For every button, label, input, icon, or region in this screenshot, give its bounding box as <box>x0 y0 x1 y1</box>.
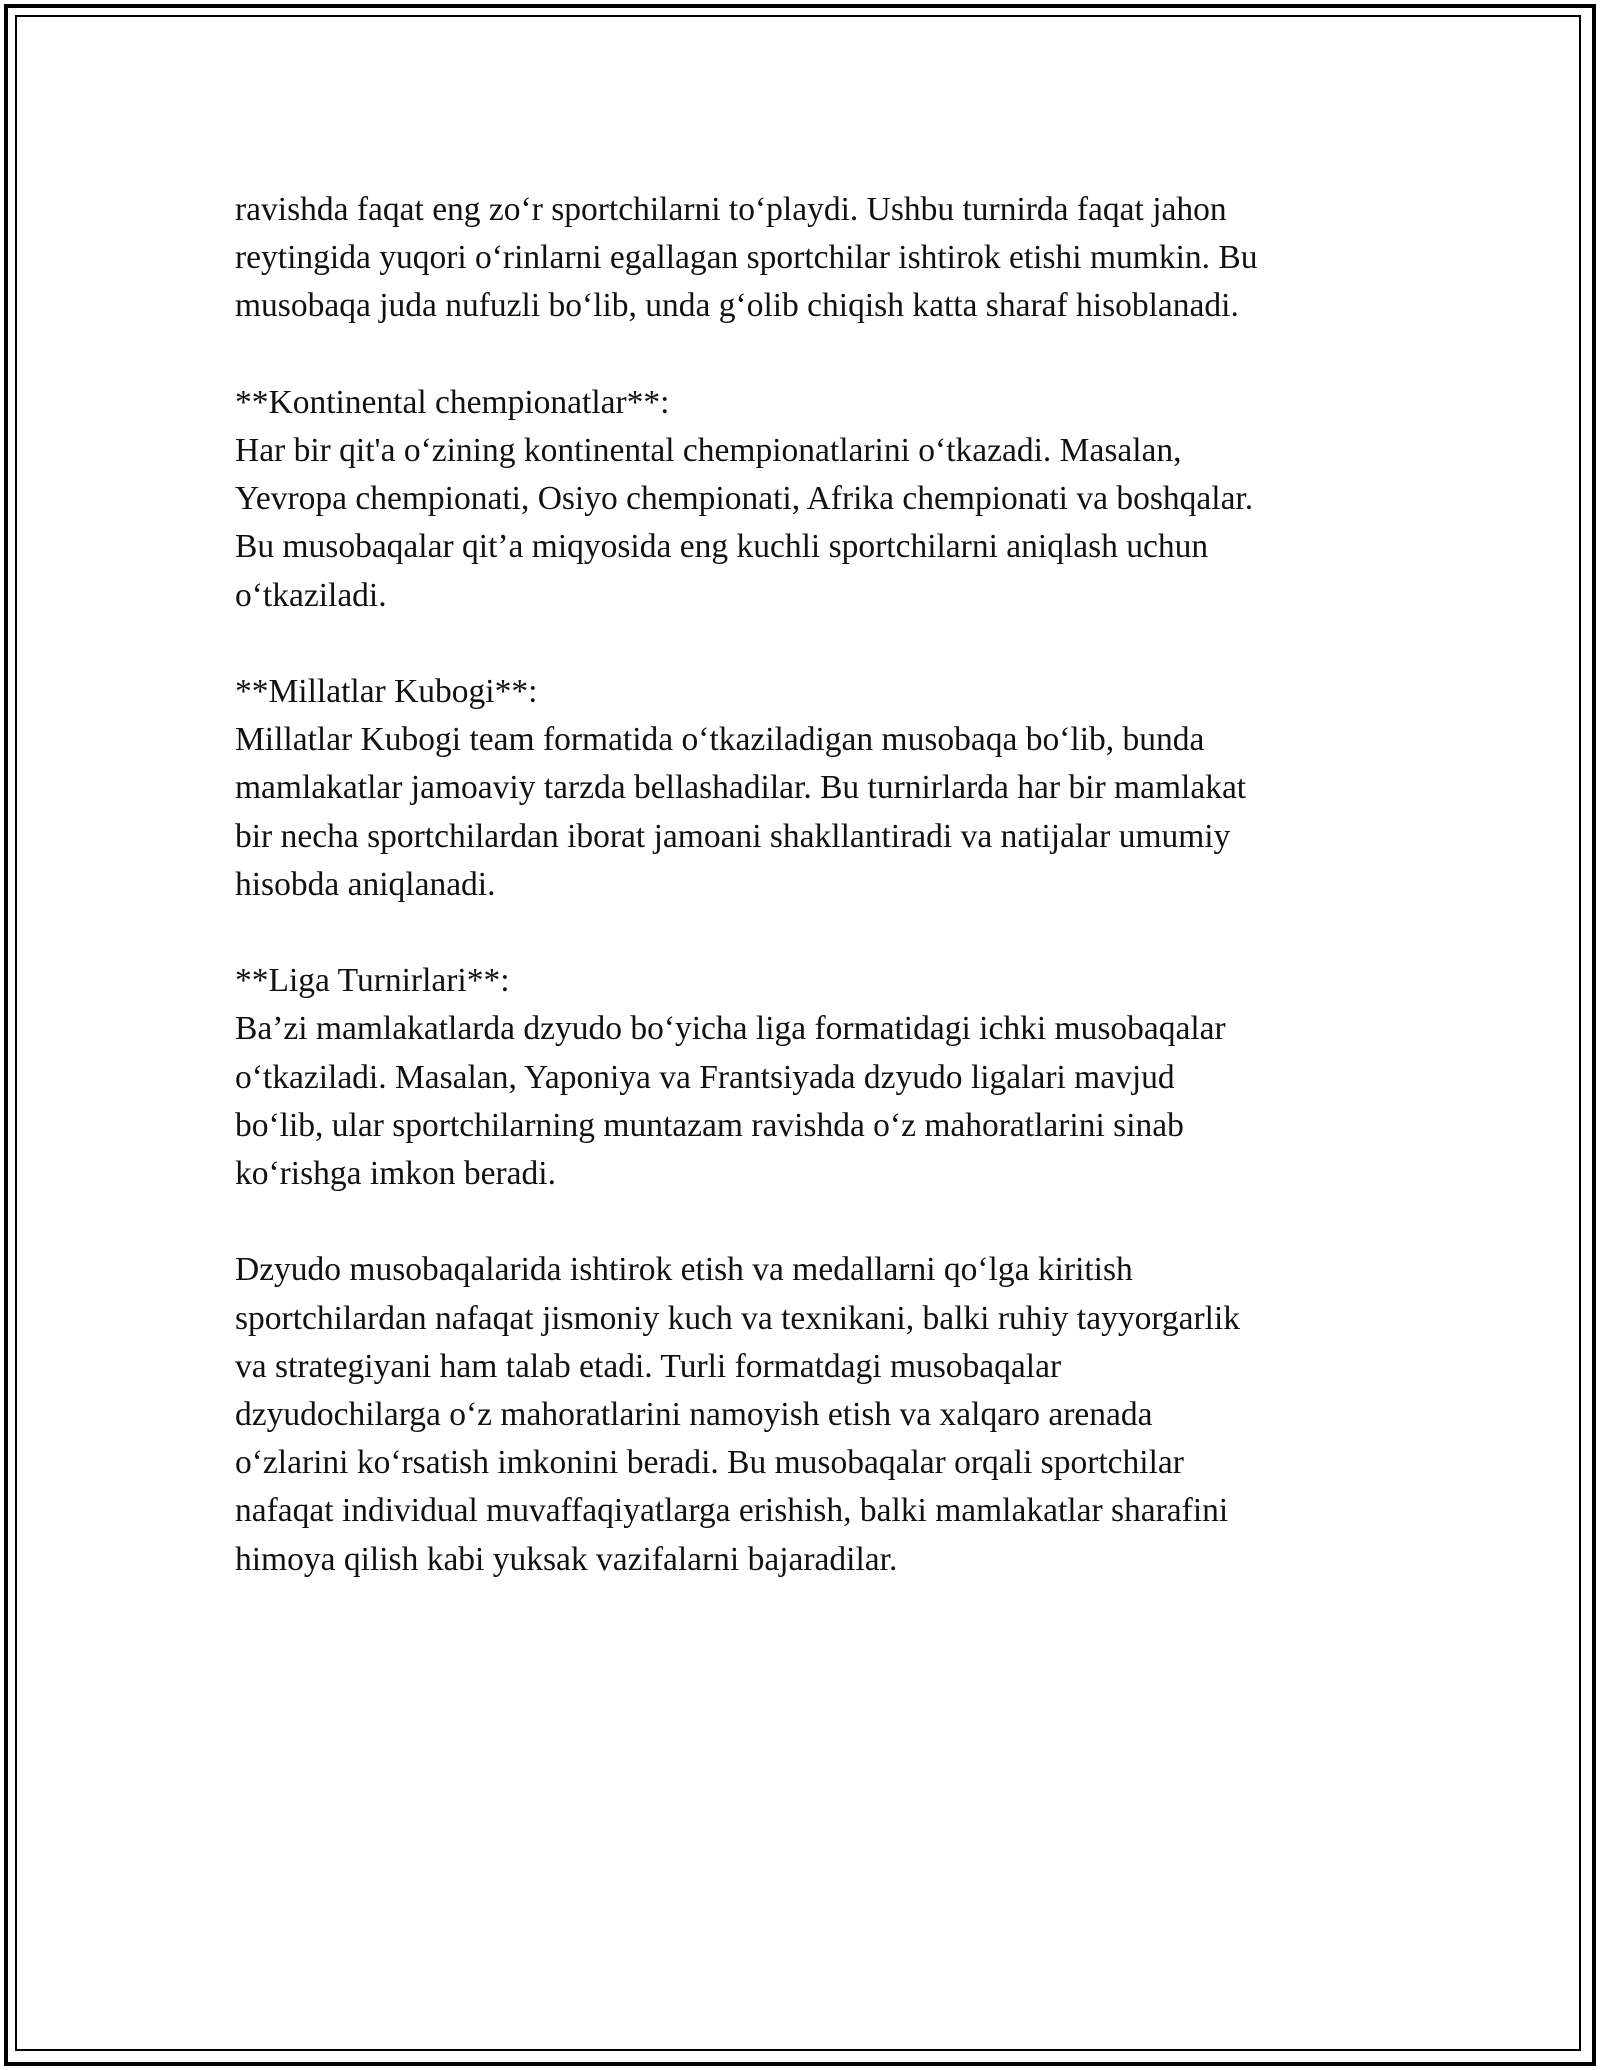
text-line: ravishda faqat eng zo‘r sportchilarni to‘playdi. Ushbu turnirda faqat jahon <box>235 191 1227 228</box>
text-line: Har bir qit'a o‘zining kontinental chempionatlarini o‘tkazadi. Masalan, <box>235 432 1182 469</box>
paragraph-gap <box>235 331 1385 379</box>
text-line: mamlakatlar jamoaviy tarzda bellashadilar. Bu turnirlarda har bir mamlakat <box>235 769 1247 807</box>
text-line: reytingida yuqori o‘rinlarni egallagan sportchilar ishtirok etishi mumkin. Bu <box>235 239 1258 277</box>
text-line: o‘tkaziladi. Masalan, Yaponiya va Frantsiyada dzyudo ligalari mavjud <box>235 1058 1175 1096</box>
paragraph-intro-continuation <box>235 186 1385 331</box>
section-continental-championships <box>235 379 1385 620</box>
text-line: bir necha sportchilardan iborat jamoani shakllantiradi va natijalar umumiy <box>235 817 1231 855</box>
text-line: o‘tkaziladi. <box>235 576 387 614</box>
text-line: himoya qilish kabi yuksak vazifalarni bajaradilar. <box>235 1540 898 1578</box>
paragraph-conclusion <box>235 1246 1385 1583</box>
section-heading: **Kontinental chempionatlar**: <box>235 383 670 421</box>
text-line: va strategiyani ham talab etadi. Turli formatdagi musobaqalar <box>235 1347 1062 1385</box>
text-line: hisobda aniqlanadi. <box>235 865 496 903</box>
text-line: bo‘lib, ular sportchilarning muntazam ravishda o‘z mahoratlarini sinab <box>235 1106 1184 1144</box>
text-line: nafaqat individual muvaffaqiyatlarga erishish, balki mamlakatlar sharafini <box>235 1492 1229 1530</box>
text-line: Ba’zi mamlakatlarda dzyudo bo‘yicha liga formatidagi ichki musobaqalar <box>235 1010 1226 1048</box>
text-line: musobaqa juda nufuzli bo‘lib, unda g‘olib chiqish katta sharaf hisoblanadi. <box>235 287 1239 325</box>
text-line: o‘zlarini ko‘rsatish imkonini beradi. Bu musobaqalar orqali sportchilar <box>235 1444 1184 1482</box>
text-line: dzyudochilarga o‘z mahoratlarini namoyish etish va xalqaro arenada <box>235 1396 1153 1434</box>
text-line: Bu musobaqalar qit’a miqyosida eng kuchli sportchilarni aniqlash uchun <box>235 528 1209 566</box>
text-line: Millatlar Kubogi team formatida o‘tkaziladigan musobaqa bo‘lib, bunda <box>235 721 1205 759</box>
document-body <box>235 186 1385 1584</box>
section-nations-cup <box>235 668 1385 909</box>
text-line: sportchilardan nafaqat jismoniy kuch va texnikani, balki ruhiy tayyorgarlik <box>235 1299 1241 1337</box>
section-league-tournaments <box>235 957 1385 1198</box>
section-heading: **Liga Turnirlari**: <box>235 962 510 1000</box>
text-line: ko‘rishga imkon beradi. <box>235 1155 556 1193</box>
paragraph-gap <box>235 909 1385 957</box>
text-line: Dzyudo musobaqalarida ishtirok etish va medallarni qo‘lga kiritish <box>235 1251 1133 1289</box>
paragraph-gap <box>235 620 1385 668</box>
paragraph-gap <box>235 1198 1385 1246</box>
section-heading: **Millatlar Kubogi**: <box>235 673 538 710</box>
text-line: Yevropa chempionati, Osiyo chempionati, Afrika chempionati va boshqalar. <box>235 480 1254 518</box>
